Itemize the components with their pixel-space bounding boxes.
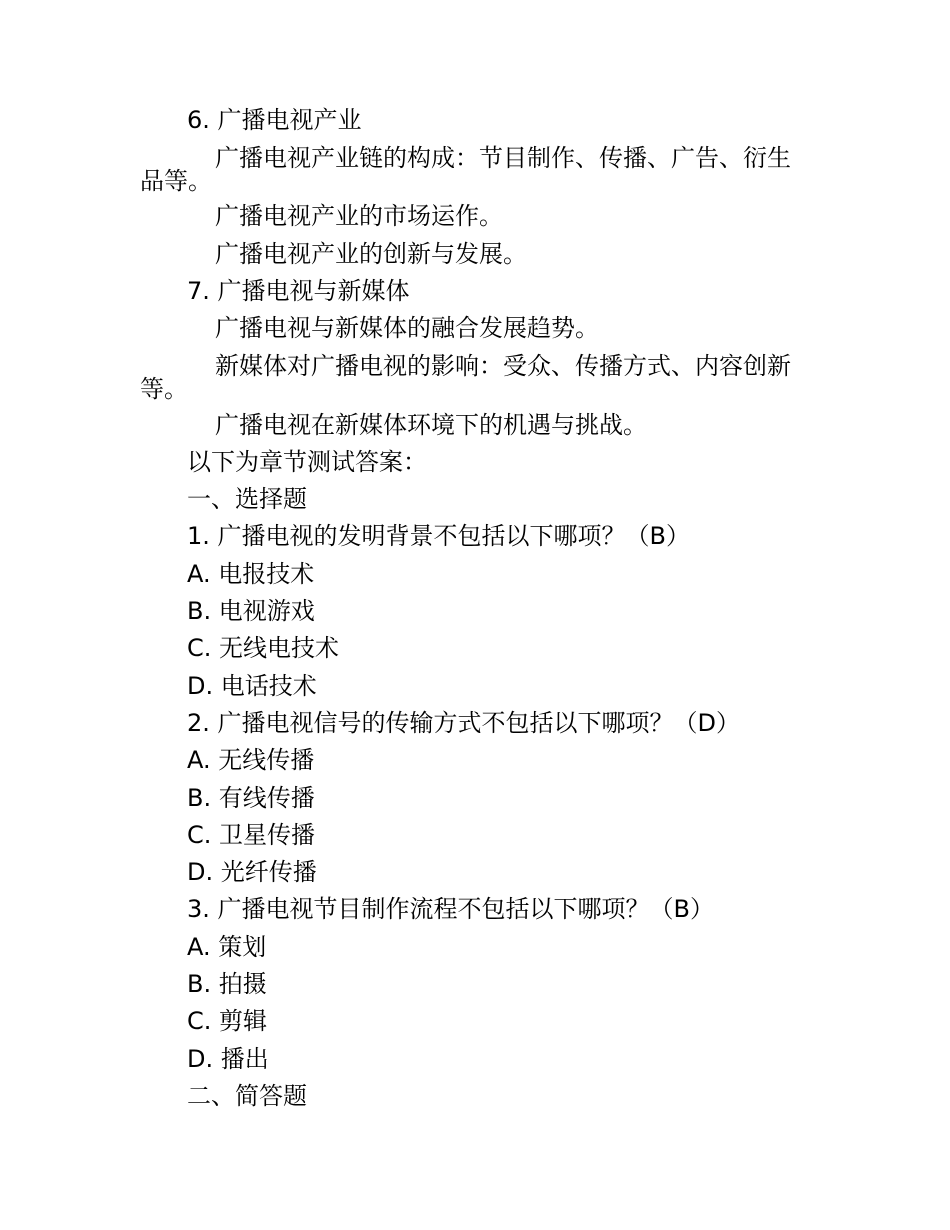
question-3-option-c: C. 剪辑	[187, 1007, 268, 1035]
question-2: 2. 广播电视信号的传输方式不包括以下哪项？（D）	[187, 709, 741, 737]
section-6-paragraph-3: 广播电视产业的创新与发展。	[215, 240, 527, 268]
question-3-option-b: B. 拍摄	[187, 970, 267, 998]
section-6-paragraph-2: 广播电视产业的市场运作。	[215, 202, 503, 230]
part-1-title: 一、选择题	[187, 485, 307, 513]
question-2-option-d: D. 光纤传播	[187, 858, 317, 886]
section-7-paragraph-2: 新媒体对广播电视的影响：受众、传播方式、内容创新等。	[140, 352, 791, 403]
question-1-option-c: C. 无线电技术	[187, 634, 340, 662]
question-3: 3. 广播电视节目制作流程不包括以下哪项？（B）	[187, 895, 714, 923]
section-6-heading: 6. 广播电视产业	[187, 106, 362, 134]
question-2-option-b: B. 有线传播	[187, 784, 315, 812]
section-7-paragraph-1: 广播电视与新媒体的融合发展趋势。	[215, 314, 599, 342]
question-3-option-d: D. 播出	[187, 1045, 269, 1073]
question-1-option-a: A. 电报技术	[187, 560, 315, 588]
section-7-heading: 7. 广播电视与新媒体	[187, 277, 410, 305]
section-6-paragraph-1: 广播电视产业链的构成：节目制作、传播、广告、衍生品等。	[140, 144, 791, 195]
question-2-option-a: A. 无线传播	[187, 746, 315, 774]
section-7-paragraph-3: 广播电视在新媒体环境下的机遇与挑战。	[215, 411, 647, 439]
question-1: 1. 广播电视的发明背景不包括以下哪项？（B）	[187, 522, 690, 550]
question-1-option-b: B. 电视游戏	[187, 597, 315, 625]
question-2-option-c: C. 卫星传播	[187, 821, 316, 849]
question-1-option-d: D. 电话技术	[187, 672, 317, 700]
question-3-option-a: A. 策划	[187, 933, 267, 961]
answers-intro: 以下为章节测试答案：	[187, 448, 427, 476]
part-2-title: 二、简答题	[187, 1082, 307, 1110]
